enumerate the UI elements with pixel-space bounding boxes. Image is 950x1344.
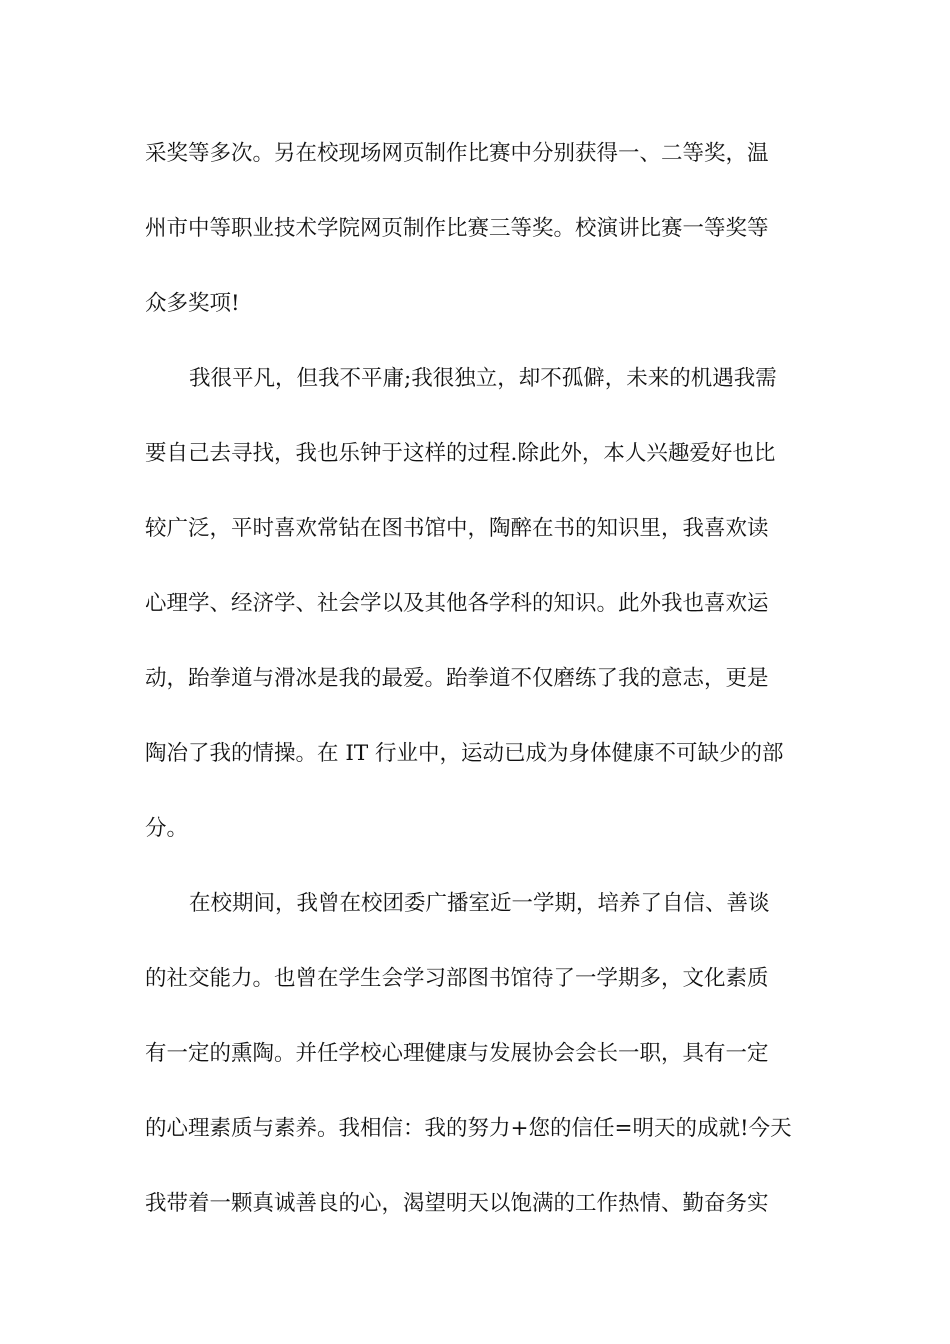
text-line: 心理学、经济学、社会学以及其他各学科的知识。此外我也喜欢运 [145, 591, 769, 616]
text-line: 分。 [145, 816, 189, 841]
text-line: 较广泛，平时喜欢常钻在图书馆中，陶醉在书的知识里，我喜欢读 [145, 516, 769, 541]
body-text [145, 128, 810, 1253]
text-line: 的社交能力。也曾在学生会学习部图书馆待了一学期多，文化素质 [145, 966, 769, 991]
text-line: 众多奖项! [145, 291, 240, 316]
text-line: 州市中等职业技术学院网页制作比赛三等奖。校演讲比赛一等奖等 [145, 216, 769, 241]
paragraph-start-line: 在校期间，我曾在校团委广播室近一学期，培养了自信、善谈 [189, 891, 770, 916]
text-line: 要自己去寻找，我也乐钟于这样的过程.除此外，本人兴趣爱好也比 [145, 441, 776, 466]
text-line: 的心理素质与素养。我相信：我的努力+您的信任=明天的成就!今天 [145, 1116, 792, 1141]
paragraph-start-line: 我很平凡，但我不平庸;我很独立，却不孤僻，未来的机遇我需 [189, 366, 777, 391]
text-line: 我带着一颗真诚善良的心，渴望明天以饱满的工作热情、勤奋务实 [145, 1191, 769, 1216]
text-line: 采奖等多次。另在校现场网页制作比赛中分别获得一、二等奖，温 [145, 141, 769, 166]
text-line: 动，跆拳道与滑冰是我的最爱。跆拳道不仅磨练了我的意志，更是 [145, 666, 769, 691]
text-line: 有一定的熏陶。并任学校心理健康与发展协会会长一职，具有一定 [145, 1041, 769, 1066]
text-line: 陶冶了我的情操。在 IT 行业中，运动已成为身体健康不可缺少的部 [145, 741, 784, 766]
